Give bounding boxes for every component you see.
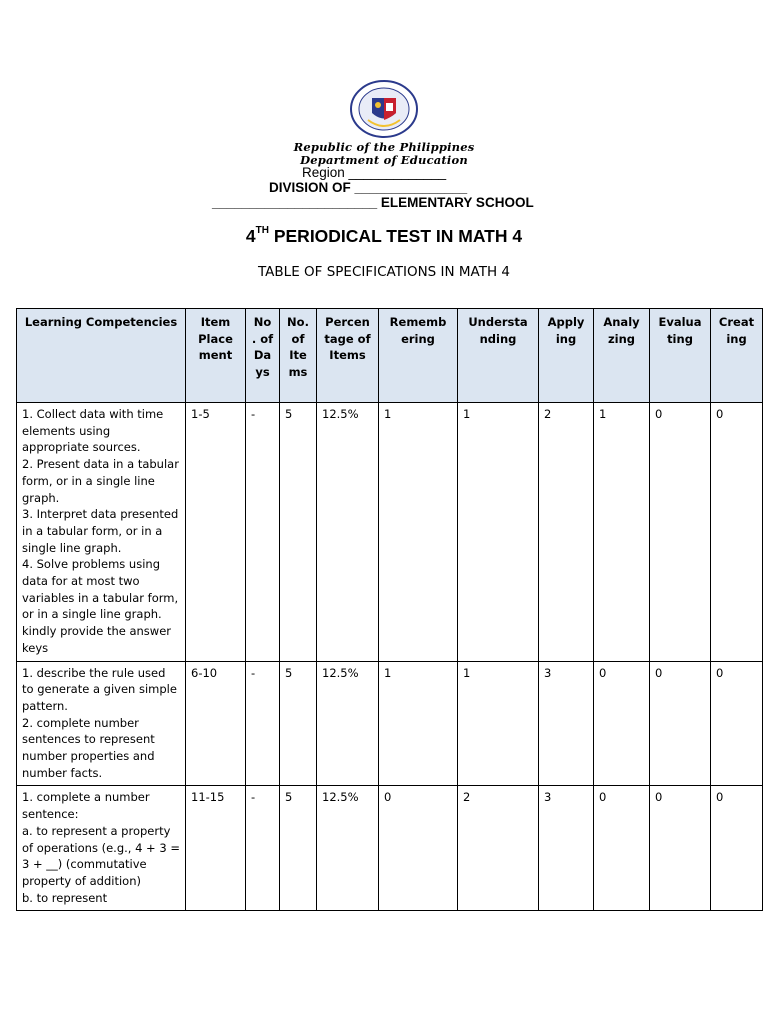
col-header-competencies: Learning Competencies <box>17 309 186 403</box>
competency-cell: 1. describe the rule used to generate a given simple pattern. 2. complete number sentences to represent number properties and number facts. <box>17 661 186 786</box>
percentage-cell: 12.5% <box>317 403 379 662</box>
col-header-items: No. of Ite ms <box>280 309 317 403</box>
evaluating-cell: 0 <box>650 403 711 662</box>
applying-cell: 2 <box>539 403 594 662</box>
analyzing-cell: 1 <box>594 403 650 662</box>
table-row <box>17 403 763 662</box>
title-ordinal: 4 <box>245 226 256 246</box>
col-header-understanding: Understa nding <box>458 309 539 403</box>
placement-cell: 1-5 <box>186 403 246 662</box>
items-cell: 5 <box>280 786 317 911</box>
placement-cell: 6-10 <box>186 661 246 786</box>
republic-heading: Republic of the Philippines <box>293 140 475 154</box>
understanding-cell: 1 <box>458 403 539 662</box>
table-header-row <box>17 309 763 403</box>
title-superscript: TH <box>255 225 269 237</box>
analyzing-cell: 0 <box>594 661 650 786</box>
percentage-cell: 12.5% <box>317 786 379 911</box>
creating-cell: 0 <box>711 786 763 911</box>
division-line: DIVISION OF _______________ <box>269 180 468 195</box>
percentage-cell: 12.5% <box>317 661 379 786</box>
col-header-placement: Item Place ment <box>186 309 246 403</box>
evaluating-cell: 0 <box>650 661 711 786</box>
specifications-table <box>16 308 763 911</box>
title-text: PERIODICAL TEST IN MATH 4 <box>268 226 523 246</box>
creating-cell: 0 <box>711 661 763 786</box>
page-subtitle: TABLE OF SPECIFICATIONS IN MATH 4 <box>257 264 511 280</box>
days-cell: - <box>246 786 280 911</box>
evaluating-cell: 0 <box>650 786 711 911</box>
analyzing-cell: 0 <box>594 786 650 911</box>
region-line: Region _____________ <box>302 165 447 180</box>
col-header-evaluating: Evalua ting <box>650 309 711 403</box>
items-cell: 5 <box>280 661 317 786</box>
col-header-remembering: Rememb ering <box>379 309 458 403</box>
creating-cell: 0 <box>711 403 763 662</box>
table-row <box>17 661 763 786</box>
placement-cell: 11-15 <box>186 786 246 911</box>
page-title <box>0 226 768 247</box>
school-line: ______________________ ELEMENTARY SCHOOL <box>212 195 534 210</box>
col-header-creating: Creat ing <box>711 309 763 403</box>
remembering-cell: 1 <box>379 403 458 662</box>
remembering-cell: 0 <box>379 786 458 911</box>
understanding-cell: 2 <box>458 786 539 911</box>
table-row <box>17 786 763 911</box>
remembering-cell: 1 <box>379 661 458 786</box>
col-header-percentage: Percen tage of Items <box>317 309 379 403</box>
days-cell: - <box>246 403 280 662</box>
col-header-applying: Apply ing <box>539 309 594 403</box>
competency-cell: 1. Collect data with time elements using appropriate sources. 2. Present data in a tabular form, or in a single line graph. 3. Interpret data presented in a tabular form, or in a single line graph. 4. Solve problems using data for at most two variables in a tabular form, or in a single line graph. kindly provide the answer keys <box>17 403 186 662</box>
understanding-cell: 1 <box>458 661 539 786</box>
deped-seal-logo <box>350 80 418 138</box>
department-heading: Department of Education <box>300 153 468 167</box>
competency-cell: 1. complete a number sentence: a. to represent a property of operations (e.g., 4 + 3 = 3 + __) (commutative property of addition) b. to represent <box>17 786 186 911</box>
col-header-days: No . of Da ys <box>246 309 280 403</box>
applying-cell: 3 <box>539 661 594 786</box>
applying-cell: 3 <box>539 786 594 911</box>
col-header-analyzing: Analy zing <box>594 309 650 403</box>
items-cell: 5 <box>280 403 317 662</box>
days-cell: - <box>246 661 280 786</box>
